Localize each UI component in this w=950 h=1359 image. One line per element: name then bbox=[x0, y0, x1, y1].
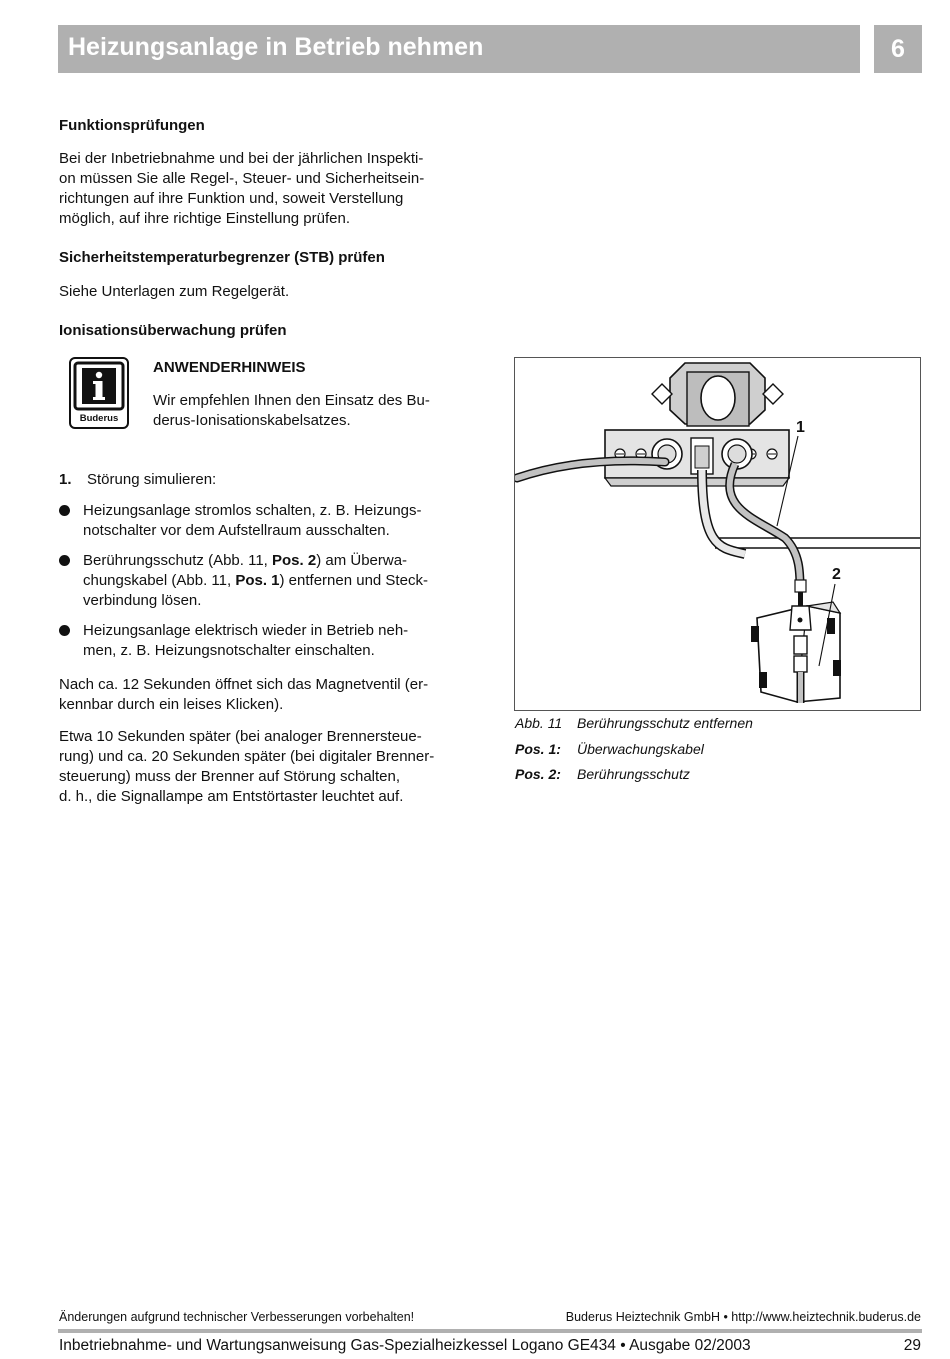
paragraph-magnetventil: Nach ca. 12 Sekunden öffnet sich das Magnetventil (er- kennbar durch ein leises Klicken). bbox=[59, 676, 429, 713]
heading-ionisation: Ionisationsüberwachung prüfen bbox=[59, 322, 287, 339]
figure-abb-11 bbox=[514, 357, 921, 711]
callout-2: 2 bbox=[832, 566, 841, 583]
caption-text: Berührungsschutz entfernen bbox=[577, 715, 753, 731]
paragraph-stb: Siehe Unterlagen zum Regelgerät. bbox=[59, 283, 290, 300]
bullet-dot bbox=[59, 555, 70, 566]
legend-pos2-label: Pos. 2: bbox=[515, 766, 561, 782]
paragraph-stoerung: Etwa 10 Sekunden später (bei analoger Brennersteue- rung) und ca. 20 Sekunden später (bei digitaler Brenner- steuerung) muss der Brenner auf Störung schalten, d. h., die Signallampe am Entstörtaster leuchtet auf. bbox=[59, 728, 435, 805]
technical-illustration bbox=[515, 358, 920, 710]
step-text: Störung simulieren: bbox=[87, 471, 217, 488]
footer-divider bbox=[58, 1329, 922, 1333]
heading-funktionspruefungen: Funktionsprüfungen bbox=[59, 117, 205, 134]
note-title: ANWENDERHINWEIS bbox=[153, 359, 306, 376]
paragraph-funktionspruefungen: Bei der Inbetriebnahme und bei der jährlichen Inspekti- on müssen Sie alle Regel-, Steuer- und Sicherheitsein- richtungen auf ihre Funktion und, soweit Verstellung möglich, auf ihre richtige Einstellung prüfen. bbox=[59, 150, 425, 227]
bullet-dot bbox=[59, 505, 70, 516]
footer-doc-title: Inbetriebnahme- und Wartungsanweisung Gas-Spezialheizkessel Logano GE434 • Ausgabe 02/2003 bbox=[59, 1337, 751, 1354]
chapter-title: Heizungsanlage in Betrieb nehmen bbox=[68, 33, 484, 61]
footer-company: Buderus Heiztechnik GmbH • http://www.heiztechnik.buderus.de bbox=[565, 1310, 921, 1324]
heading-stb: Sicherheitstemperaturbegrenzer (STB) prüfen bbox=[59, 249, 385, 266]
legend-pos1-text: Überwachungskabel bbox=[577, 741, 704, 757]
info-icon bbox=[69, 357, 129, 429]
callout-1: 1 bbox=[796, 419, 805, 436]
legend-pos2-text: Berührungsschutz bbox=[577, 766, 690, 782]
page-number: 29 bbox=[903, 1337, 921, 1354]
step-number: 1. bbox=[59, 471, 72, 488]
note-text: Wir empfehlen Ihnen den Einsatz des Bu- derus-Ionisationskabelsatzes. bbox=[153, 392, 430, 429]
caption-label: Abb. 11 bbox=[515, 715, 563, 731]
svg-text:Buderus: Buderus bbox=[79, 413, 119, 424]
bullet-dot bbox=[59, 625, 70, 636]
footer-disclaimer: Änderungen aufgrund technischer Verbesserungen vorbehalten! bbox=[59, 1310, 415, 1324]
chapter-header-bar bbox=[58, 25, 860, 73]
legend-pos1-label: Pos. 1: bbox=[515, 741, 561, 757]
step-1 bbox=[59, 471, 216, 488]
chapter-number: 6 bbox=[874, 25, 922, 73]
